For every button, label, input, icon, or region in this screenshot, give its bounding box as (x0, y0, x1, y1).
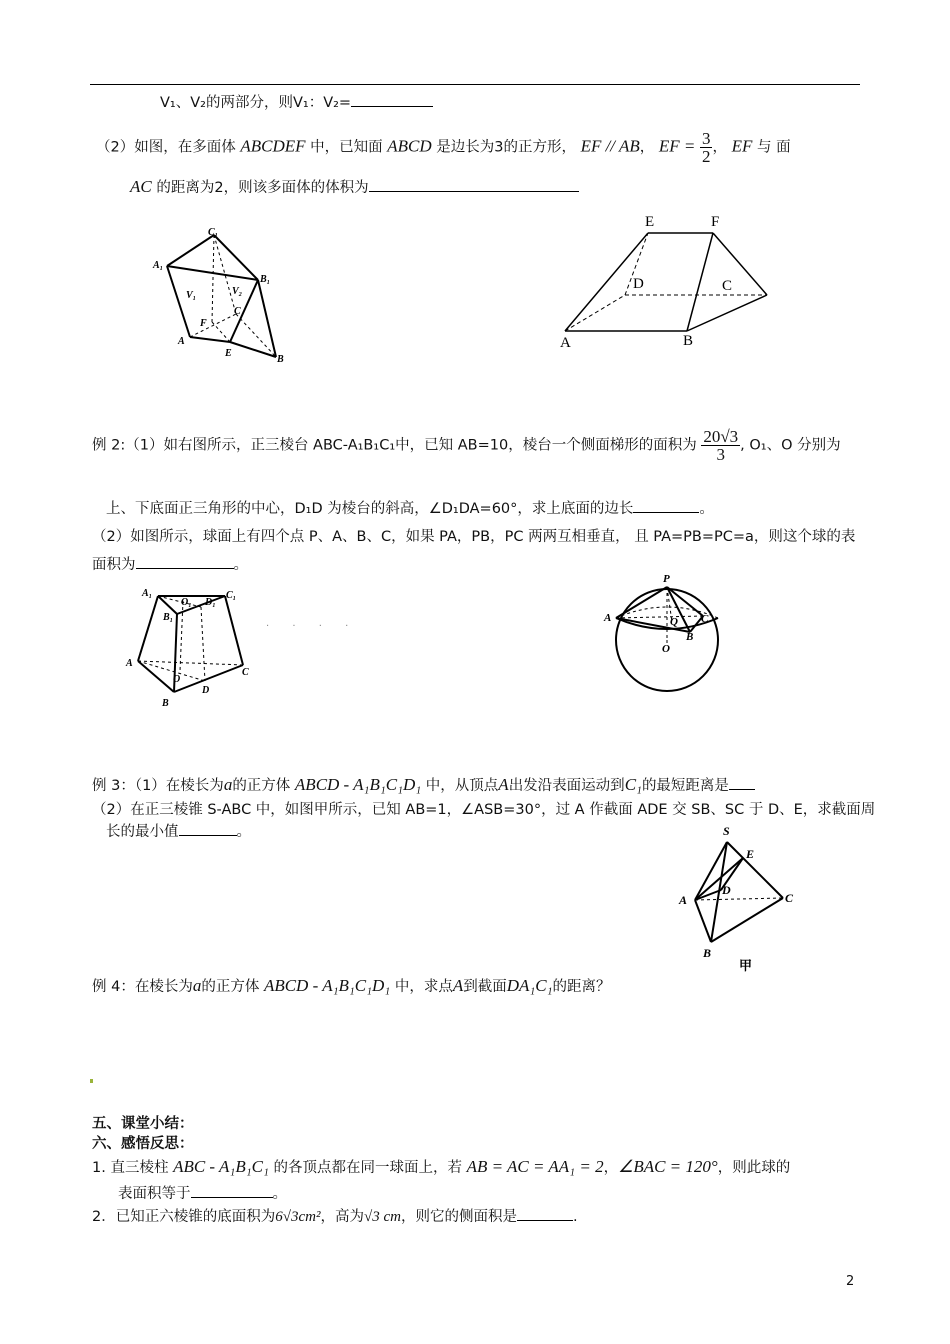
label-o: O (662, 643, 670, 655)
label-d: D (633, 276, 644, 292)
answer-blank (633, 497, 699, 513)
ex2-text: 。 (699, 501, 714, 517)
ex4-text: 的距离？ (552, 979, 611, 995)
label-a1: A₁ (153, 260, 164, 271)
ex2-text: （2）如图所示，球面上有四个点 P、A、B、C，如果 PA，PB，PC 两两互相垂直， 且 PA=PB=PC=a，则这个球的表 (92, 529, 856, 545)
p2-text: 2．已知正六棱锥的底面积为 (92, 1209, 276, 1225)
ex3-text: 中，从顶点 (425, 778, 499, 794)
p1-prism: ABC - A₁B₁C₁ (173, 1157, 269, 1176)
section-reflection-heading: 六、感悟反思： (92, 1136, 194, 1152)
label-a: A (178, 336, 185, 347)
label-a: A (126, 658, 133, 669)
q2-ef: EF (731, 136, 753, 156)
p2-height: √3 cm (363, 1209, 401, 1225)
p1-text: ，则此球的 (717, 1160, 791, 1176)
p1-text: 1. 直三棱柱 (92, 1160, 169, 1176)
figure-caption: 甲 (739, 959, 753, 974)
ex3-point-a: A (498, 775, 509, 794)
ex3-text: 长的最小值 (106, 824, 179, 840)
label-b1: B₁ (163, 612, 174, 623)
label-o1: O₁ (181, 597, 192, 608)
p1-line1 (92, 1157, 790, 1178)
p1-condition: AB = AC = AA₁ = 2 (466, 1157, 604, 1176)
label-b: B (703, 946, 712, 960)
pyramid-figure (675, 820, 805, 975)
label-a: A (679, 893, 688, 907)
label-d: D (722, 883, 731, 897)
sphere-figure (600, 570, 730, 695)
p2-text: ，高为 (320, 1209, 364, 1225)
ex4-text: 例 4：在棱长为 (92, 979, 193, 995)
label-q: Q (670, 616, 678, 628)
label-e: E (746, 847, 755, 861)
page-number: 2 (846, 1274, 855, 1289)
green-dot (90, 1079, 93, 1083)
p1-text: 的各顶点都在同一球面上，若 (273, 1160, 462, 1176)
p2-text: . (572, 1209, 578, 1225)
ex2-text: 。 (233, 557, 248, 573)
fraction-denominator: 2 (701, 147, 711, 166)
ex3-text: 例 3：（1）在棱长为 (92, 778, 224, 794)
ex4-text: 中，求点 (394, 979, 453, 995)
q2-text: 是边长为3的正方形， (436, 139, 576, 156)
q2-text: （2）如图，在多面体 (96, 139, 236, 156)
label-c: C (234, 306, 241, 317)
fraction-denominator: 3 (716, 445, 725, 464)
label-a: A (604, 612, 612, 624)
answer-blank (136, 553, 234, 569)
label-d: D (202, 685, 210, 696)
label-s: S (723, 824, 730, 838)
q1-tail (160, 91, 433, 113)
ex3-text: 。 (236, 824, 251, 840)
ex2-text: 例 2:（1）如右图所示，正三棱台 ABC-A₁B₁C₁中，已知 AB=10，棱台一个侧面梯形的面积为 (92, 437, 697, 454)
label-v1: V₁ (186, 290, 197, 301)
prism-figure (150, 222, 290, 367)
ex4-text: 的正方体 (201, 979, 260, 995)
answer-blank (191, 1182, 273, 1198)
section-summary-heading: 五、课堂小结： (92, 1116, 194, 1132)
p1-text: 表面积等于 (118, 1186, 191, 1202)
label-b: B (277, 354, 284, 365)
q2-parallel-relation: EF // AB (580, 136, 640, 156)
label-a: A (560, 335, 571, 351)
p2-area: 6√3cm² (275, 1209, 321, 1225)
label-v2: V₂ (232, 286, 243, 297)
ex4-point-a: A (452, 976, 464, 995)
ex3-text: 的最短距离是 (641, 778, 729, 794)
q2-text: 与 面 (756, 139, 791, 156)
label-c: C (785, 891, 794, 905)
q2-text: 的距离为2，则该多面体的体积为 (156, 180, 369, 196)
ex2-line4 (92, 553, 248, 575)
ex3-point-c1: C₁ (624, 775, 642, 794)
ex2-line3 (92, 527, 855, 547)
label-b1: B₁ (260, 274, 271, 285)
label-c1: C₁ (226, 590, 237, 601)
p1-text: 。 (272, 1186, 287, 1202)
q2-line1: （2）如图，在多面体 ABCDEF 中，已知面 ABCD 是边长为3的正方形， EF // AB， EF = $\frac{3}{2}$ ， EF 与 面 (96, 129, 791, 166)
q2-fraction (700, 130, 713, 165)
ex4-text: 到截面 (463, 979, 507, 995)
label-f: F (711, 214, 720, 230)
label-f: F (200, 318, 207, 329)
label-c: C (722, 278, 733, 294)
answer-blank (351, 91, 433, 107)
ex3-line1 (92, 774, 755, 796)
q2-ac: AC (130, 177, 152, 196)
ex4-line (92, 976, 611, 997)
ex3-line3 (106, 820, 251, 842)
q2-polyhedron-name: ABCDEF (240, 136, 306, 156)
frustum-figure (125, 582, 260, 712)
ex2-line2 (106, 497, 714, 519)
label-e: E (645, 214, 655, 230)
ex2-line1 (92, 428, 841, 463)
label-d1: D₁ (205, 597, 216, 608)
q2-ef-eq: EF = (658, 136, 696, 156)
polyhedron-figure (555, 208, 780, 353)
ex3-line2 (92, 800, 875, 820)
fraction-numerator: 20√3 (703, 427, 739, 446)
p2-text: ，则它的侧面积是 (400, 1209, 517, 1225)
ex4-plane: DA₁C₁ (506, 976, 553, 995)
answer-blank (369, 176, 579, 192)
answer-blank (179, 820, 237, 836)
ex3-text: （2）在正三棱锥 S-ABC 中，如图甲所示，已知 AB=1，∠ASB=30°，过 A 作截面 ADE 交 SB、SC 于 D、E，求截面周 (92, 802, 876, 818)
answer-blank (517, 1205, 573, 1221)
label-p: P (663, 573, 670, 585)
q2-line2 (130, 176, 579, 198)
ex3-text: 出发沿表面运动到 (508, 778, 625, 794)
ex3-a: a (223, 775, 233, 794)
label-o: O (173, 674, 181, 685)
ex4-cube: ABCD - A₁B₁C₁D₁ (263, 976, 391, 995)
ex4-a: a (192, 976, 202, 995)
fraction-numerator: 3 (701, 129, 711, 148)
ex2-text: , O₁、O 分别为 (740, 437, 841, 454)
label-a1: A₁ (142, 588, 153, 599)
ex2-text: 面积为 (92, 557, 136, 573)
label-b: B (686, 631, 694, 643)
label-e: E (225, 348, 232, 359)
ex2-fraction (701, 428, 740, 463)
q2-text: 中，已知面 (310, 139, 383, 156)
q2-face-name: ABCD (387, 136, 432, 156)
stray-marks: . . . . (266, 618, 359, 629)
header-rule (90, 84, 860, 85)
answer-blank (729, 774, 755, 790)
p1-angle: ∠BAC = 120° (618, 1157, 718, 1176)
p2-line (92, 1205, 578, 1227)
p1-text: ， (603, 1160, 619, 1176)
ex3-cube: ABCD - A₁B₁C₁D₁ (294, 775, 422, 794)
label-c: C (701, 613, 709, 625)
label-c: C (242, 667, 249, 678)
label-b: B (162, 698, 169, 709)
ex2-text: 上、下底面正三角形的中心，D₁D 为棱台的斜高，∠D₁DA=60°，求上底面的边长 (106, 501, 634, 517)
q1-tail-text: V₁、V₂的两部分，则V₁：V₂= (160, 95, 352, 111)
label-c1: C₁ (208, 227, 219, 238)
p1-line2 (118, 1182, 287, 1204)
ex3-text: 的正方体 (232, 778, 291, 794)
label-b: B (683, 333, 694, 349)
